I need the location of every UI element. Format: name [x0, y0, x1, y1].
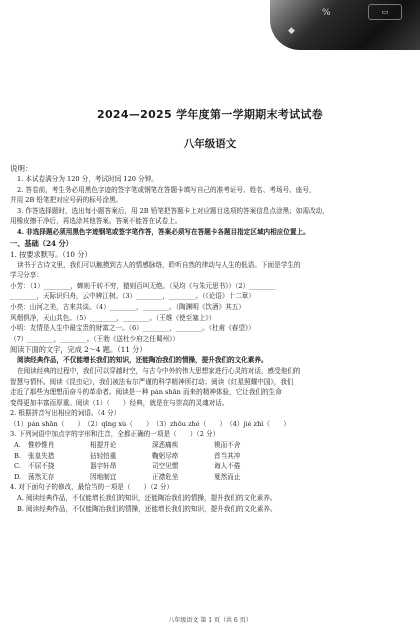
passage-line: 阅读经典作品，不仅能增长我们的知识，还能陶冶我们的情操，提升我们的文化素养。	[17, 356, 268, 365]
option-word: 首当其冲	[214, 451, 241, 460]
passage-line: 读书于古诗文里，我们可以触摸到古人的情感脉络，聆听自然的律动与人生的低语。下面是学生的	[17, 260, 301, 269]
passage-line: 小明：友情是人生中最宝贵的财富之一。（6）________，________。（杜甫《春望》）	[10, 324, 255, 333]
passage-line: 小芳：（1）________，蝉则千转不穷，猿则百叫无绝。（吴均《与朱元思书》）（2）________	[10, 281, 276, 290]
passage-line: 在阅读经典的过程中，我们可以穿越时空，与古今中外的伟大思想家进行心灵的对话，感受他们的	[17, 366, 301, 375]
section-title: 一、基础（24 分）	[10, 238, 73, 248]
passage-line: 变得更加丰富而厚重。阅读（1）（ ）经典，就是在与崇高的灵魂对话。	[10, 398, 229, 407]
option-key: A.	[14, 441, 21, 450]
question-1-body	[10, 260, 410, 345]
key-icon: %	[322, 8, 331, 18]
option-key: B.	[14, 451, 21, 460]
option-word: 荡然无存	[28, 472, 55, 481]
instructions-label: 说明：	[10, 164, 33, 173]
option-word: 因地制宜	[90, 472, 117, 481]
page-footer: 八年级语文 第 1 页（共 6 页）	[168, 617, 252, 624]
passage-line: 走近了那些为理想而奋斗的革命者。阅读是一种 pán shān 而来的精神体验，它让我们的生命	[10, 388, 282, 397]
instruction-line: 3. 作答选择题时，选出每小题答案后，用 2B 铅笔把答题卡上对应题目选项的答案信息点涂黑；如需改动，	[17, 206, 329, 215]
option-word: 拈轻怕重	[90, 451, 117, 460]
option-word: 戛然而止	[214, 472, 241, 481]
key-icon: ▭	[368, 4, 402, 20]
option-word: 器宇轩昂	[90, 462, 117, 471]
instructions	[10, 174, 410, 238]
background-object	[270, 0, 420, 50]
option-word: 不屈不挠	[28, 462, 55, 471]
question-3-options	[14, 440, 410, 482]
option-word: 诲人不倦	[214, 462, 241, 471]
instruction-line: 并用 2B 铅笔把对应号码的标号涂黑。	[10, 196, 123, 205]
option-word: 惟妙惟肖	[28, 441, 55, 450]
instruction-line: 2. 答卷前，考生务必用黑色字迹的签字笔或钢笔在答题卡填写自己的准考证号、姓名、考场号、座号，	[17, 185, 316, 194]
option-line: A. 阅读经典作品，不仅能增长我们的知识，还能陶冶我们的情操，提升我们的文化素养。	[17, 494, 277, 503]
key-icon: ◆	[288, 26, 295, 36]
passage-line: （7）________，________。（王勃《送杜少府之任蜀州》）	[10, 334, 180, 343]
option-word: 锲而不舍	[214, 441, 241, 450]
question-title: 4. 对下面句子的修改，最恰当的一项是（ ）（2 分）	[10, 483, 174, 492]
option-key: C.	[14, 462, 21, 471]
passage-line: 小亮：山河之美，古来共谈。（4）________，________。（陶渊明《饮酒》其五）	[10, 302, 245, 311]
option-line: B. 阅读经典作品，不仅能陶冶我们的情操，还能增长我们的知识，提升我们的文化素养。	[17, 504, 277, 513]
instruction-line: 4. 非选择题必须用黑色字迹钢笔或签字笔作答，答案必须写在答题卡各题目指定区域内相应位置上。	[17, 227, 310, 236]
passage-line: 风烟俱净，天山共色。（5）________，________。（王维《使至塞上》）	[10, 313, 216, 322]
passage-line: ________，天际识归舟，云中辨江树。（3）________，________。（《论语》十二章）	[10, 292, 255, 301]
question-title: 阅读下面的文字，完成 2～4 题。（11 分）	[10, 345, 147, 355]
option-word: 鞠躬尽瘁	[152, 451, 179, 460]
pinyin-blanks: （1）pán shān（ ） （2）qīng xù（ ） （3）zhōu zhé（ ） （4）jié zhì（ ）	[10, 419, 290, 428]
question-title: 3. 下列词语中加点字的字形和注音，全都正确的一项是（ ）（2 分）	[10, 430, 220, 439]
question-title: 1. 按要求默写。（10 分）	[10, 249, 92, 259]
reading-passage	[10, 355, 410, 429]
instruction-line: 用橡皮擦干净后，再选涂其他答案。答案不能答在试卷上。	[10, 217, 182, 226]
option-key: D.	[14, 472, 22, 481]
passage-line: 智慧与情怀。阅读《昆虫记》，我们被法布尔严谨的科学精神所打动；阅读《红星照耀中国》，我们	[10, 377, 294, 386]
question-title: 2. 根据拼音写出相应的词语。（4 分）	[10, 409, 121, 418]
option-word: 正襟危坐	[152, 472, 179, 481]
instruction-line: 1. 本试卷满分为 120 分，考试时间 120 分钟。	[17, 175, 158, 183]
option-word: 张皇失措	[28, 451, 55, 460]
exam-sheet	[10, 90, 410, 514]
option-word: 深恶痛疾	[152, 441, 179, 450]
option-word: 司空见惯	[152, 462, 179, 471]
exam-subject: 八年级语文	[183, 138, 237, 150]
option-word: 相提并论	[90, 441, 117, 450]
exam-title: 2024—2025 学年度第一学期期末考试试卷	[97, 108, 323, 121]
passage-line: 学习分享：	[10, 271, 43, 280]
